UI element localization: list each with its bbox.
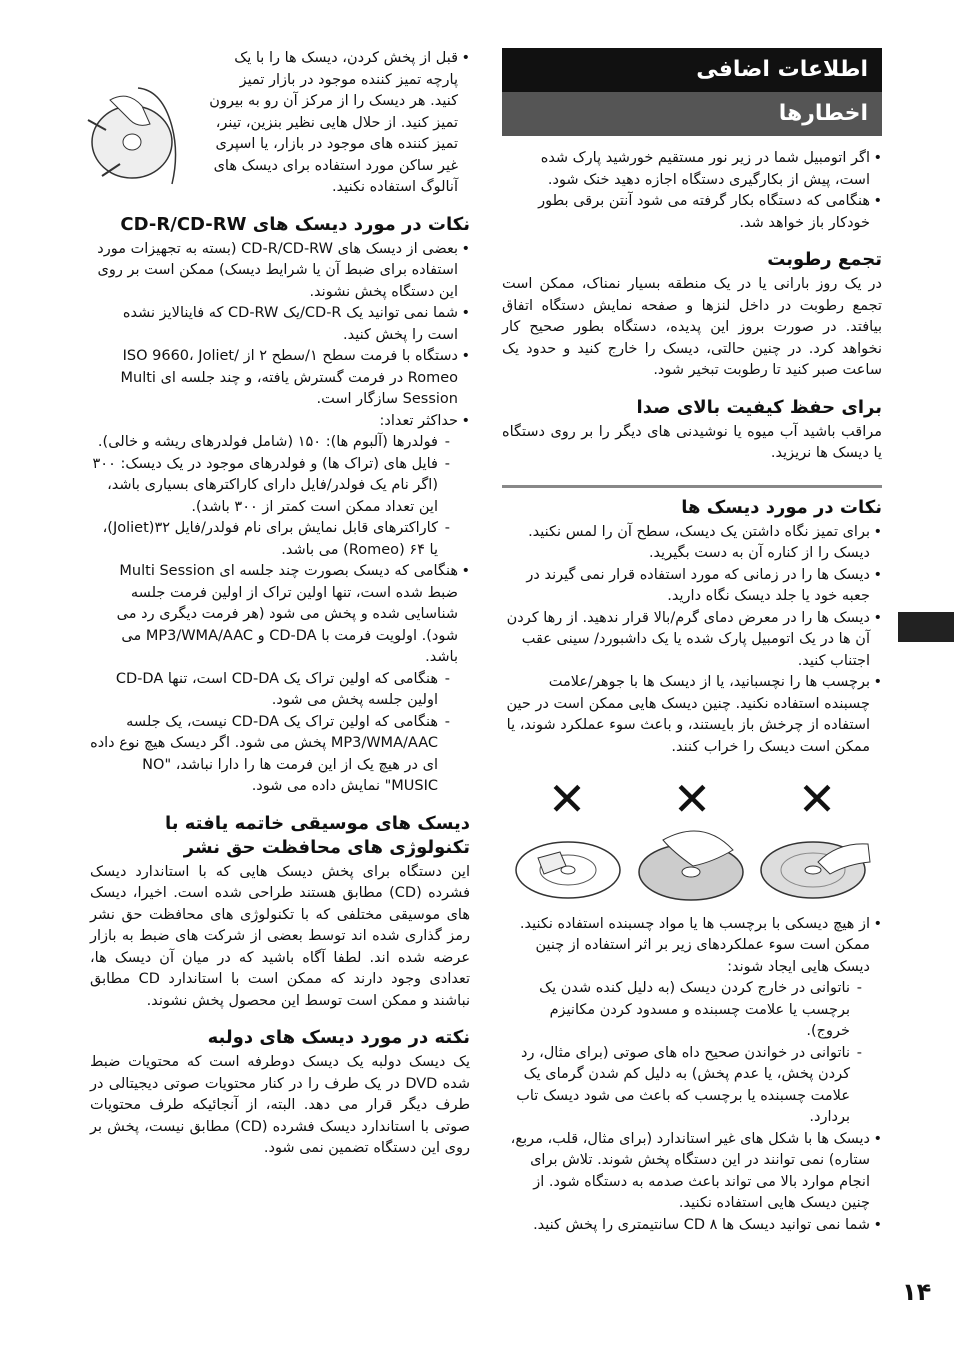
- list-item: - هنگامی که اولین تراک یک CD-DA نیست، یک جلسه MP3/WMA/AAC پخش می شود. اگر دیسک هیچ نوع داده ای در هیچ یک از این فرمت ها را دارا نباشد، "NO MUSIC" نمایش داده می شود.: [90, 712, 450, 798]
- cdr-notes-list: [90, 239, 470, 798]
- disc-hand-icon: [758, 822, 876, 902]
- prohibited-fingerprint: [758, 772, 876, 910]
- list-item: - ناتوانی در خواندن صحیح داه های صوتی (برای مثال، رد کردن پخش، یا عدم پخش) به دلیل کم شدن گرمای یک علامت چسبنده یا برچسب که باعث می شود دیسک تاب بردارد.: [502, 1043, 862, 1129]
- multisession-text: هنگامی که دیسک بصورت چند جلسه ای Multi Session ضبط شده است، تنها اولین تراک از اولین فرمت جلسه شناسایی شده و پخش می شود (هر فرمت دیگری رد می شود). اولویت فرمت با CD-DA و MP3/WMA/AAC می باشد.: [116, 563, 458, 665]
- disc-notes-heading: نکات در مورد دیسک ها: [681, 496, 882, 518]
- section-banner-additional-info: اطلاعات اضافی: [502, 48, 882, 92]
- list-item: • دیسک ها را در معرض دمای گرم/بالا قرار ندهید. از رها کردن آن ها در یک اتومبیل پارک شده یا یک داشبورد/ سینی عقب اجتناب کنید.: [502, 608, 882, 673]
- prohibited-label: [508, 772, 626, 910]
- sound-quality-text: مراقب باشید آب میوه یا نوشیدنی های دیگر را بر روی دستگاه یا دیسک ها نریزید.: [502, 423, 882, 461]
- right-column: [502, 48, 882, 1236]
- prohibited-disc-illustrations: [502, 772, 882, 910]
- list-item: • شما نمی توانید دیسک ها CD ۸ سانتیمتری را پخش کنید.: [502, 1215, 882, 1237]
- warnings-list: [502, 148, 882, 234]
- list-item: - کاراکترهای قابل نمایش برای نام فولدر/فایل ۳۲(Joliet)، یا ۶۴ (Romeo) می باشد.: [90, 518, 450, 561]
- cleaning-block: [90, 48, 470, 199]
- disc-notes-list: [502, 522, 882, 759]
- list-item: - هنگامی که اولین تراک یک CD-DA است، تنها CD-DA اولین جلسه پخش می شود.: [90, 669, 450, 712]
- moisture-heading: تجمع رطوبت: [767, 249, 882, 270]
- list-item: [502, 914, 882, 1129]
- section-banner-precautions: اخطارها: [502, 92, 882, 136]
- list-item: - فولدرها (آلبوم ها): ۱۵۰ (شامل فولدرهای ریشه و خالی).: [90, 432, 450, 454]
- cleaning-list: [208, 48, 470, 199]
- list-item: • دستگاه با فرمت سطح ۱/سطح ۲ از ISO 9660، Joliet/ Romeo در فرمت گسترش یافته، و چند جلسه ای Multi Session سازگار است.: [90, 346, 470, 411]
- label-warning-list: [502, 914, 882, 1237]
- left-column: [90, 48, 470, 1160]
- warped-disc-icon: [633, 822, 751, 902]
- sound-quality-heading: برای حفظ کیفیت بالای صدا: [636, 396, 882, 418]
- labeled-disc-icon: [508, 822, 626, 902]
- list-item: - فایل های (تراک ها) و فولدرهای موجود در یک دیسک: ۳۰۰ (اگر نام یک فولدر/فایل دارای کاراکترهای بسیاری باشد، این تعداد ممکن است کمتر از ۳۰۰ باشد).: [90, 454, 450, 519]
- cross-icon: ✕: [672, 772, 712, 826]
- list-item: • قبل از پخش کردن، دیسک ها را با یک پارچه تمیز کننده موجود در بازار تمیز کنید. هر دیسک را از مرکز آن رو به بیرون تمیز کنید. از حلال هایی نظیر بنزین، تینر، تمیز کننده های موجود در بازار، یا اسپری غیر ساکن مورد استفاده برای دیسک های آنالوگ استفاده نکنید.: [208, 48, 470, 199]
- list-item: - ناتوانی در خارج کردن دیسک (به دلیل کنده شدن یک برچسب یا علامت چسبنده و مسدود کردن مکانیزم خروج).: [502, 978, 862, 1043]
- list-item: • اگر اتومبیل شما در زیر نور مستقیم خورشید پارک شده است، پیش از بکارگیری دستگاه اجازه دهید خنک شود.: [502, 148, 882, 191]
- dualdisc-text: یک دیسک دولبه یک دیسک دوطرفه است که محتویات ضبط شده DVD در یک طرف را در کنار محتویات صوتی دیجیتالی در طرف دیگر قرار می دهد. البته، از آنجائیکه طرف محتویات صوتی با استاندارد دیسک فشرده (CD) مطابق نیست، پخش بر روی این دستگاه تضمین نمی شود.: [90, 1054, 471, 1156]
- copyright-discs-heading: دیسک های موسیقی خاتمه یافته با تکنولوژی های محافظت حق نشر: [164, 812, 470, 858]
- max-count-sublist: [90, 432, 458, 561]
- side-tab-marker: [898, 612, 954, 642]
- moisture-text: در یک روز بارانی یا در یک منطقه بسیار نمناک، ممکن است تجمع رطوبت در داخل لنزها و صفحه نمایش دستگاه اتفاق بیافتد. در صورت بروز این پدیده، دستگاه بطور صحیح کار نخواهد کرد. در چنین حالتی، دیسک را خارج کنید و حدود یک ساعت صبر کنید تا رطوبت تبخیر شود.: [502, 276, 882, 378]
- cross-icon: ✕: [547, 772, 587, 826]
- cdr-notes-heading: نکات در مورد دیسک های CD-R/CD-RW: [120, 213, 470, 235]
- disc-cleaning-icon: [80, 80, 198, 190]
- page-number: ۱۴: [902, 1278, 932, 1306]
- list-item: • شما نمی توانید یک CD-R/یک CD-RW که فاینالایز نشده است را پخش کنید.: [90, 303, 470, 346]
- list-item: • هنگامی که دستگاه بکار گرفته می شود آنتن برقی بطور خودکار باز خواهد شد.: [502, 191, 882, 234]
- cross-icon: ✕: [797, 772, 837, 826]
- prohibited-warped: [633, 772, 751, 910]
- list-item: [90, 561, 470, 798]
- list-item: • برچسب ها را نچسبانید، یا از دیسک ها با جوهر/علامت چسبنده استفاده نکنید. چنین دیسک هایی ممکن است در حین استفاده از چرخش باز بایستند، و باعث سوء عملکرد شوند، یا ممکن است دیسک را خراب کنند.: [502, 672, 882, 758]
- list-item: • بعضی از دیسک های CD-R/CD-RW (بسته به تجهیزات مورد استفاده برای ضبط آن یا شرایط دیسک) ممکن است بر روی این دستگاه پخش نشوند.: [90, 239, 470, 304]
- list-item: • برای تمیز نگاه داشتن یک دیسک، سطح آن را لمس نکنید. دیسک را از کناره آن به دست بگیرید.: [502, 522, 882, 565]
- multisession-sublist: [90, 669, 458, 798]
- label-warning-sublist: [502, 978, 870, 1129]
- dualdisc-heading: نکته در مورد دیسک های دولبه: [207, 1027, 470, 1048]
- section-divider: [502, 485, 882, 488]
- max-count-label: حداکثر تعداد:: [379, 412, 458, 429]
- label-warning-text: از هیچ دیسکی با برچسب ها یا مواد چسبنده استفاده نکنید. ممکن است سوء عملکردهای زیر بر اثر استفاده از چنین دیسک هایی ایجاد شوند:: [519, 915, 870, 975]
- list-item: [90, 411, 470, 562]
- list-item: • دیسک ها را در زمانی که مورد استفاده قرار نمی گیرند در جعبه خود یا جلد دیسک نگاه دارید.: [502, 565, 882, 608]
- copyright-discs-text: این دستگاه برای پخش دیسک هایی که با استاندارد دیسک فشرده (CD) مطابق هستند طراحی شده است. اخیرا، دیسک های موسیقی مختلفی که با تکنولوژی های محافظت حق نشر رمز گذاری شده اند توسط بعضی از شرکت های ضبط به بازار عرضه شده اند. لطفا آگاه باشید که در میان آن دیسک ها، تعدادی وجود دارند که ممکن است با استاندارد CD مطابق نباشند و ممکن است توسط این محصول پخش نشوند.: [90, 863, 470, 1009]
- list-item: • دیسک ها با شکل های غیر استاندارد (برای مثال، قلب، مربع، ستاره) نمی توانند در این دستگاه پخش شوند. تلاش برای انجام موارد بالا می تواند باعث صدمه به دستگاه شود. از چنین دیسک هایی استفاده نکنید.: [502, 1129, 882, 1215]
